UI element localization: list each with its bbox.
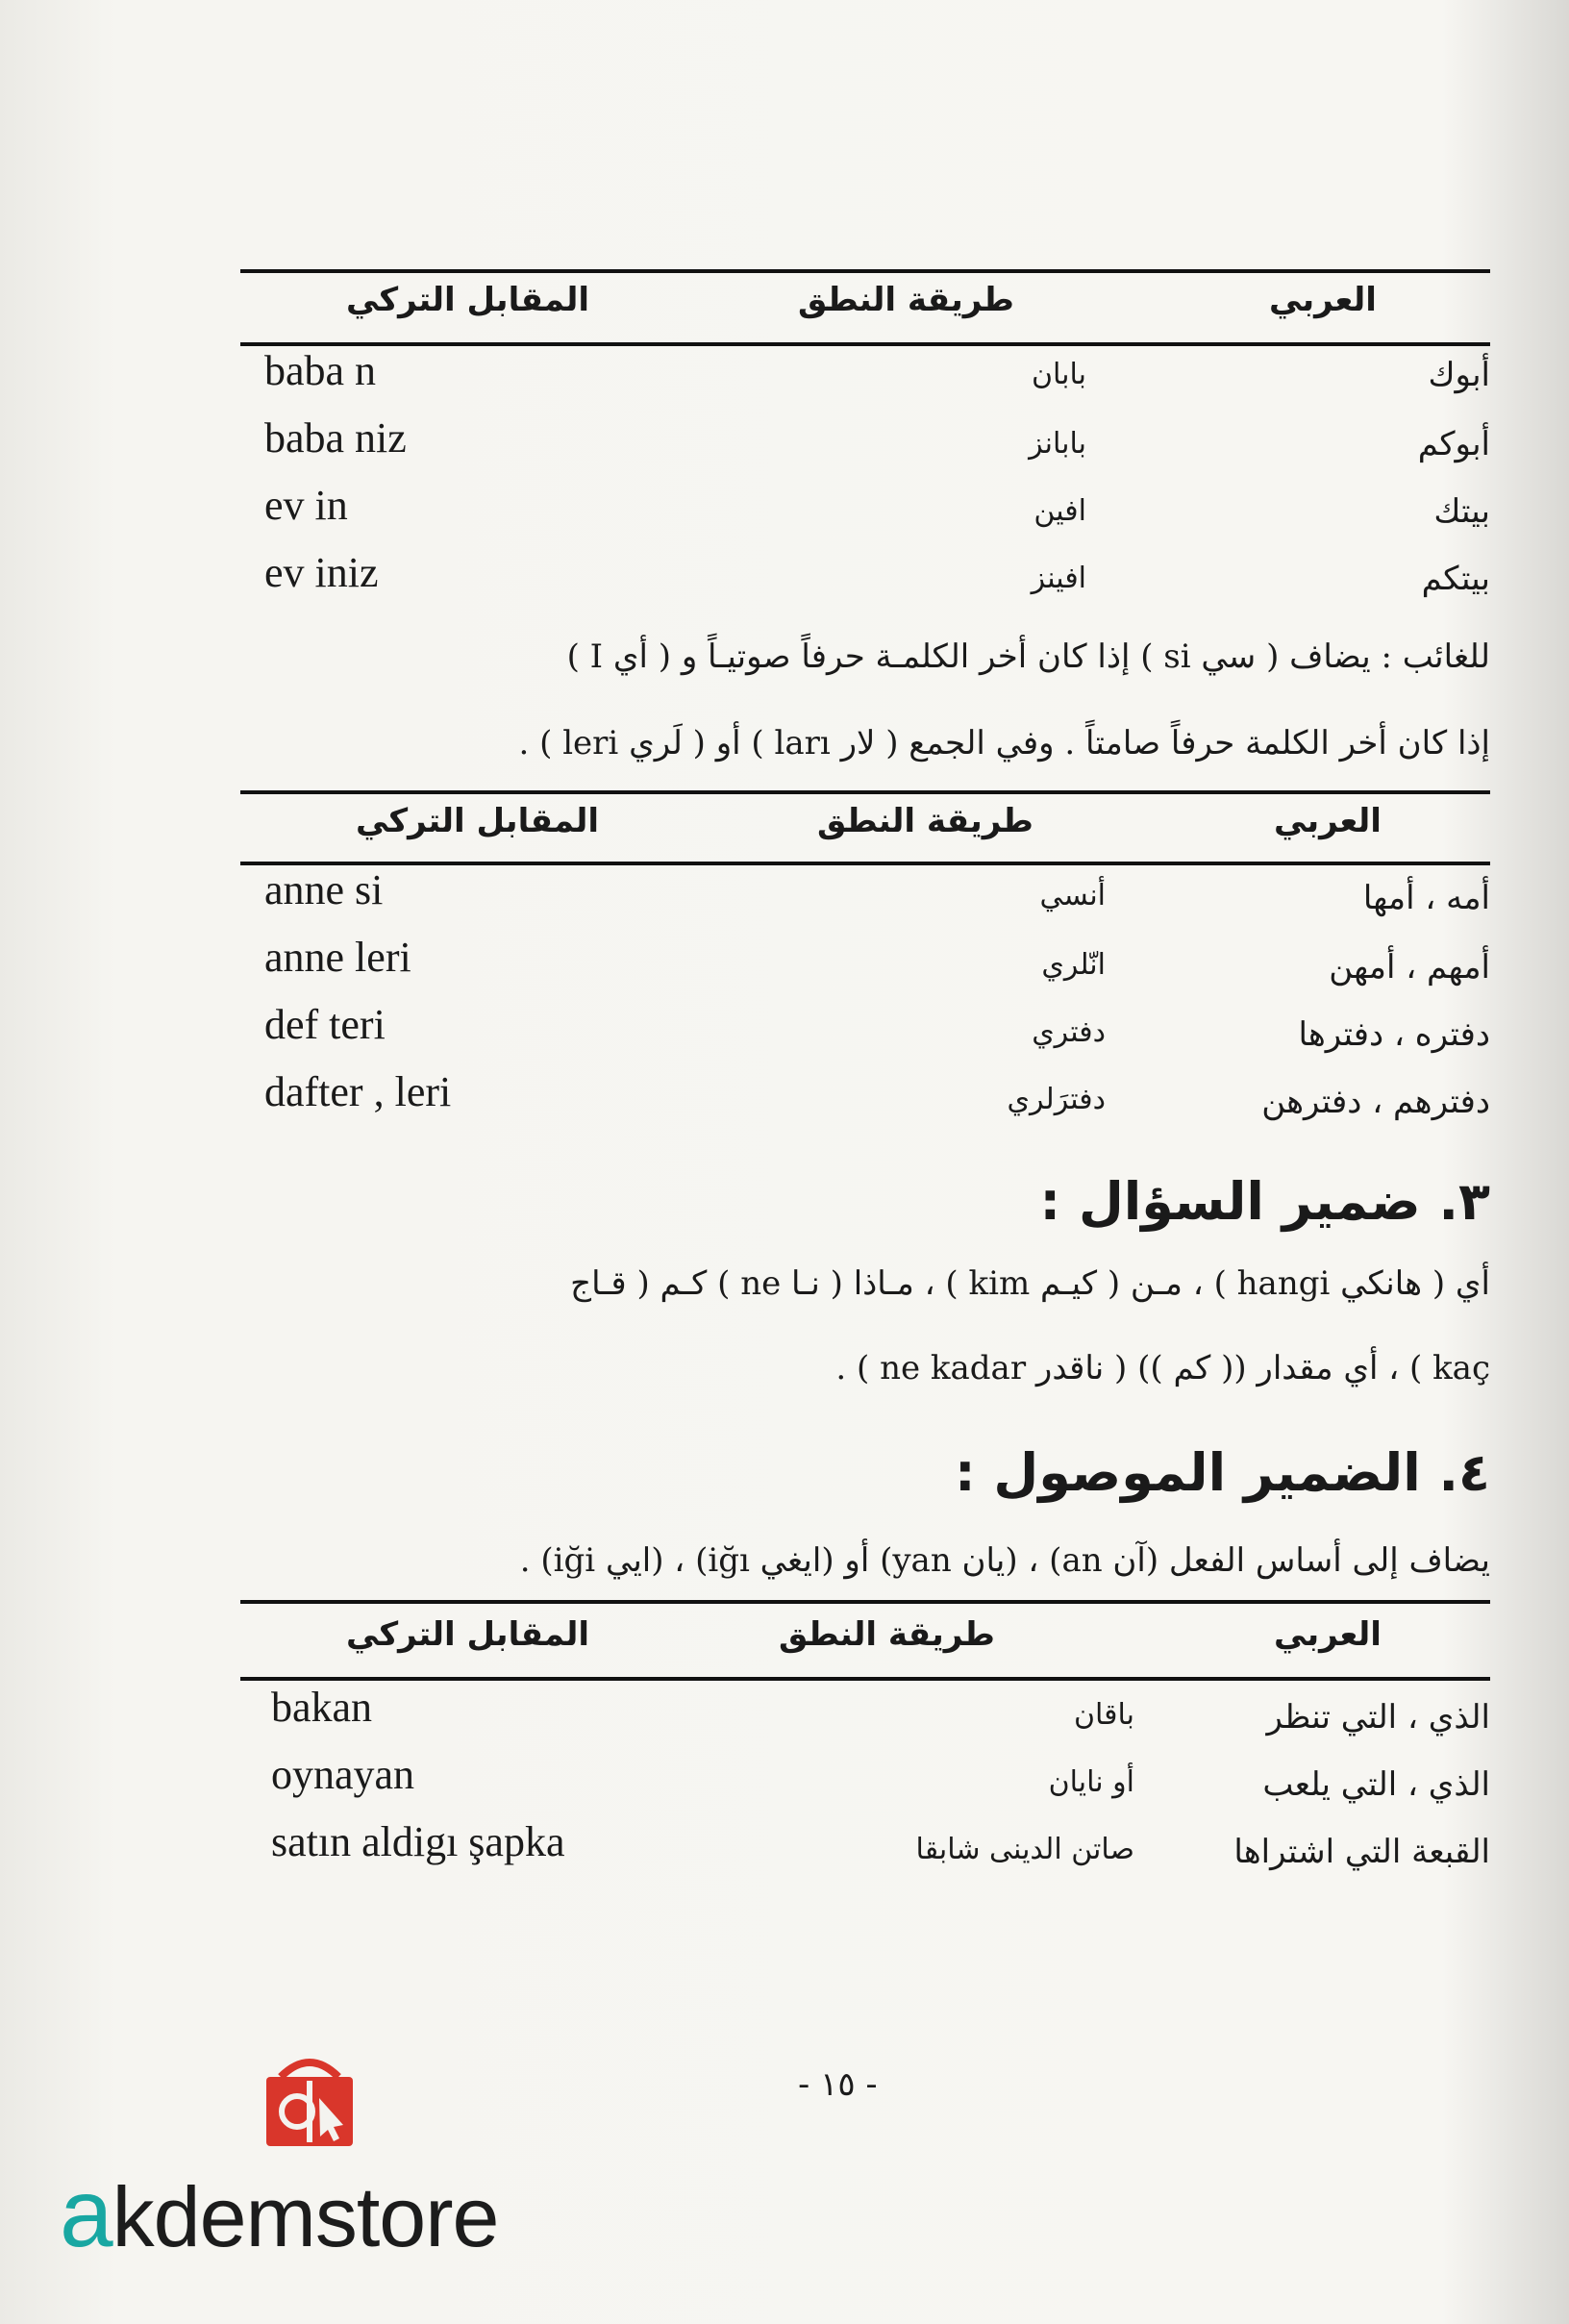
table-row-arabic: أمهم ، أمهن [1329, 948, 1490, 987]
section-heading-relative-pronoun: ٤. الضمير الموصول : [954, 1442, 1490, 1503]
table-header-rule [240, 862, 1490, 865]
table-row-turkish: anne si [264, 866, 384, 913]
table-row-arabic: الذي ، التي يلعب [1262, 1765, 1490, 1804]
table-row-pronunciation: افين [1034, 494, 1086, 528]
table-header-rule [240, 1677, 1490, 1681]
table-row-arabic: أبوكم [1417, 425, 1490, 463]
book-cart-icon [257, 2048, 362, 2154]
section-heading-interrogative-pronoun: ٣. ضمير السؤال : [1039, 1171, 1490, 1232]
table-row-pronunciation: دفترَلري [1007, 1083, 1106, 1116]
table-row-turkish: def teri [264, 1001, 386, 1048]
table-row-turkish: baba niz [264, 414, 407, 462]
header-pronunciation: طريقة النطق [779, 1615, 995, 1654]
table-row-pronunciation: أو نايان [1048, 1765, 1134, 1799]
table-row-turkish: baba n [264, 347, 377, 394]
header-turkish: المقابل التركي [346, 281, 590, 319]
paragraph-interrogative-line1: أي ( هانكي hangi ) ، مـن ( كيـم kim ) ، مـاذا ( نـا ne ) كـم ( قـاج [570, 1264, 1490, 1303]
header-arabic: العربي [1274, 802, 1382, 840]
table-row-turkish: anne leri [264, 934, 411, 981]
table-row-pronunciation: بابانز [1029, 427, 1086, 461]
table-row-arabic: القبعة التي اشتراها [1233, 1833, 1490, 1871]
header-pronunciation: طريقة النطق [798, 281, 1014, 319]
table-row-arabic: بيتكم [1421, 560, 1490, 598]
logo-wordmark: akdemstore [60, 2160, 499, 2267]
table-row-pronunciation: دفتري [1032, 1015, 1106, 1049]
paragraph-relative-line1: يضاف إلى أساس الفعل (آن an) ، (يان yan) أو (ايغي iğı) ، (ايي iği) . [519, 1541, 1490, 1580]
paragraph-interrogative-line2: kaç ) ، أي مقدار (( كم )) ( ناقدر ne kadar ) . [835, 1349, 1490, 1387]
table-row-turkish: bakan [271, 1684, 373, 1731]
header-turkish: المقابل التركي [346, 1615, 590, 1654]
header-turkish: المقابل التركي [356, 802, 600, 840]
table-row-arabic: بيتك [1433, 492, 1490, 531]
table-top-rule [240, 790, 1490, 794]
table-row-arabic: دفتره ، دفترها [1298, 1015, 1490, 1054]
paragraph-third-person-line2: إذا كان أخر الكلمة حرفاً صامتاً . وفي الجمع ( لار ları ) أو ( لَري leri ) . [518, 724, 1490, 762]
page-content [240, 0, 1490, 2324]
table-row-turkish: dafter , leri [264, 1068, 452, 1115]
table-row-arabic: أمه ، أمها [1362, 879, 1490, 917]
table-row-arabic: أبوك [1428, 356, 1490, 394]
table-row-pronunciation: بابان [1031, 358, 1086, 391]
page-number: - ١٥ - [798, 2065, 878, 2104]
table-header-rule [240, 342, 1490, 346]
table-row-pronunciation: باقان [1073, 1698, 1134, 1732]
table-row-turkish: satın aldigı şapka [271, 1818, 565, 1865]
table-row-pronunciation: أنسي [1039, 879, 1106, 912]
header-arabic: العربي [1269, 281, 1377, 319]
table-row-turkish: ev in [264, 482, 348, 529]
table-row-arabic: الذي ، التي تنظر [1266, 1698, 1490, 1737]
table-row-arabic: دفترهم ، دفترهن [1261, 1083, 1490, 1121]
table-top-rule [240, 1600, 1490, 1604]
table-row-pronunciation: افينز [1031, 562, 1086, 595]
table-row-pronunciation: انّلري [1041, 948, 1106, 982]
table-top-rule [240, 269, 1490, 273]
store-logo [60, 2048, 579, 2269]
header-arabic: العربي [1274, 1615, 1382, 1654]
paragraph-third-person-line1: للغائب : يضاف ( سي si ) إذا كان أخر الكلمـة حرفاً صوتيـاً و ( أي I ) [566, 637, 1490, 676]
table-row-turkish: ev iniz [264, 549, 379, 596]
table-row-pronunciation: صاتن الدينى شابقا [915, 1833, 1134, 1866]
table-row-turkish: oynayan [271, 1751, 415, 1798]
header-pronunciation: طريقة النطق [817, 802, 1034, 840]
